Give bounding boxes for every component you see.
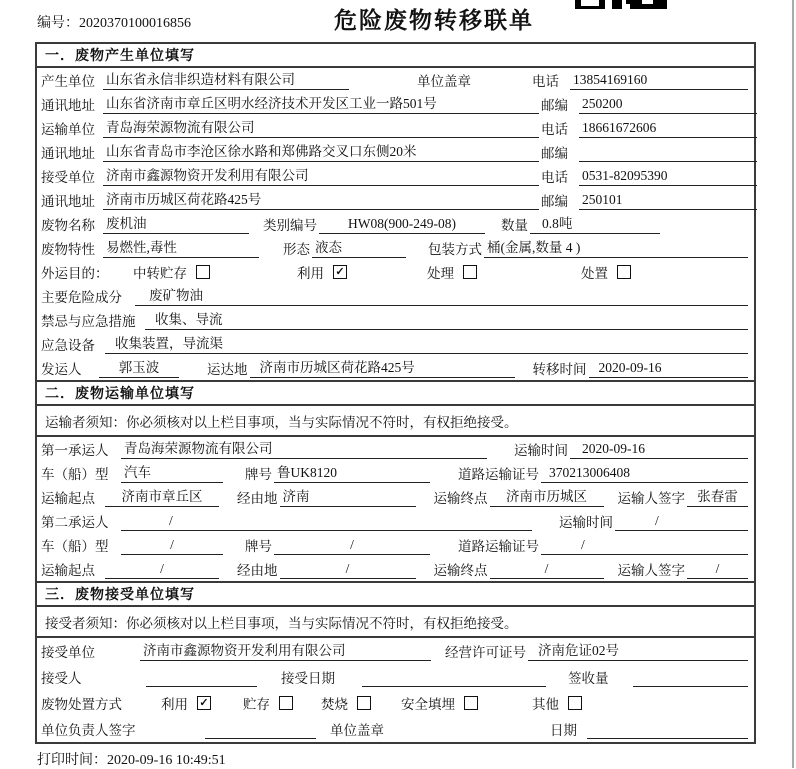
address-label: 通讯地址 xyxy=(41,146,95,161)
option-treat-label: 处理 xyxy=(427,266,454,281)
vehicle1-row xyxy=(37,461,754,485)
phone-value: 18661672606 xyxy=(579,119,757,138)
dispatcher-label: 发运人 xyxy=(41,362,82,377)
transporter-sign-value: / xyxy=(687,560,748,579)
receiver-person-row xyxy=(37,664,754,690)
transporter-label: 运输单位 xyxy=(41,122,95,137)
pack-value: 桶(金属,数量 4 ) xyxy=(484,239,748,258)
transporter-notice: 运输者须知：你必须核对以上栏目事项，当与实际情况不符时，有权拒绝接受。 xyxy=(37,406,754,437)
transport-time-label: 运输时间 xyxy=(514,443,568,458)
checkbox-utilize: ✓ xyxy=(197,696,211,710)
route-via-label: 经由地 xyxy=(237,491,278,506)
checkbox-other xyxy=(568,696,582,710)
waste-qty-label: 数量 xyxy=(501,218,528,233)
traits-value: 易燃性,毒性 xyxy=(103,239,259,258)
page-title: 危险废物转移联单 xyxy=(334,8,534,33)
option-transfer-storage-label: 中转贮存 xyxy=(133,266,187,281)
address-label: 通讯地址 xyxy=(41,98,95,113)
option-dispose-label: 处置 xyxy=(581,266,608,281)
receiving-unit-value: 济南市鑫源物资开发利用有限公司 xyxy=(140,642,431,661)
serial-label: 编号： xyxy=(37,16,79,31)
receiver-value: 济南市鑫源物资开发利用有限公司 xyxy=(103,167,539,186)
plate-value: 鲁UK8120 xyxy=(274,464,430,483)
road-license-value: 370213006408 xyxy=(541,464,748,483)
road-license-label: 道路运输证号 xyxy=(458,539,539,554)
address-value: 山东省青岛市李沧区徐水路和郑佛路交叉口东侧20米 xyxy=(103,143,539,162)
checkbox-storage xyxy=(279,696,293,710)
purpose-label: 外运目的： xyxy=(41,266,109,281)
receiver-person-value xyxy=(146,668,257,687)
disposal-method-label: 废物处置方式 xyxy=(41,697,122,712)
checkbox-transfer-storage xyxy=(196,265,210,279)
producer-value: 山东省永信非织造材料有限公司 xyxy=(103,71,349,90)
date-value xyxy=(587,720,748,739)
zip-label: 邮编 xyxy=(541,146,568,161)
plate-label: 牌号 xyxy=(245,467,272,482)
purpose-row xyxy=(37,260,754,284)
route-end-value: 济南市历城区 xyxy=(490,488,604,507)
phone-value: 0531-82095390 xyxy=(579,167,757,186)
receiver-address-row xyxy=(37,188,754,212)
unit-seal-label: 单位盖章 xyxy=(330,723,384,738)
date-label: 日期 xyxy=(550,723,577,738)
carrier1-value: 青岛海荣源物流有限公司 xyxy=(121,440,487,459)
permit-value: 济南危证02号 xyxy=(528,642,748,661)
receiver-person-label: 接受人 xyxy=(41,671,82,686)
print-time-label: 打印时间： xyxy=(37,753,107,768)
phone-label: 电话 xyxy=(541,122,568,137)
serial-value: 2020370100016856 xyxy=(79,16,191,31)
seal-label: 单位盖章 xyxy=(417,74,471,89)
dispatch-row xyxy=(37,356,754,380)
option-utilize-label: 利用 xyxy=(161,697,188,712)
hazard-label: 主要危险成分 xyxy=(41,290,122,305)
transport-time-value: / xyxy=(615,512,748,531)
transfer-time-label: 转移时间 xyxy=(532,362,587,377)
route-via-value: 济南 xyxy=(280,488,416,507)
checkbox-dispose xyxy=(617,265,631,279)
equipment-value: 收集装置，导流渠 xyxy=(105,335,748,354)
transport-time-value: 2020-09-16 xyxy=(570,440,748,459)
section3-title: 三．废物接受单位填写 xyxy=(37,581,754,607)
phone-label: 电话 xyxy=(532,74,559,89)
print-time-value: 2020-09-16 10:49:51 xyxy=(107,753,226,768)
form-value: 液态 xyxy=(312,239,406,258)
print-time xyxy=(37,749,226,769)
route-end-value: / xyxy=(490,560,604,579)
route-start-label: 运输起点 xyxy=(41,563,95,578)
zip-value xyxy=(579,143,757,162)
responsible-sign-value xyxy=(205,720,316,739)
waste-qty-value: 0.8吨 xyxy=(530,215,660,234)
option-incinerate-label: 焚烧 xyxy=(321,697,348,712)
received-qty-value xyxy=(633,668,749,687)
received-qty-label: 签收量 xyxy=(568,671,609,686)
taboo-value: 收集、导流 xyxy=(145,311,748,330)
option-other-label: 其他 xyxy=(532,697,559,712)
zip-label: 邮编 xyxy=(541,194,568,209)
zip-value: 250101 xyxy=(579,191,757,210)
phone-value: 13854169160 xyxy=(570,71,748,90)
route-start-value: / xyxy=(105,560,219,579)
waste-name-row xyxy=(37,212,754,236)
zip-label: 邮编 xyxy=(541,98,568,113)
waste-traits-row xyxy=(37,236,754,260)
producer-row xyxy=(37,68,754,92)
receiver-row xyxy=(37,164,754,188)
pack-label: 包装方式 xyxy=(428,242,482,257)
taboo-row xyxy=(37,308,754,332)
taboo-label: 禁忌与应急措施 xyxy=(41,314,136,329)
hazard-row xyxy=(37,284,754,308)
carrier2-label: 第二承运人 xyxy=(41,515,109,530)
road-license-label: 道路运输证号 xyxy=(458,467,539,482)
checkbox-utilize: ✓ xyxy=(333,265,347,279)
transporter-value: 青岛海荣源物流有限公司 xyxy=(103,119,539,138)
option-storage-label: 贮存 xyxy=(243,697,270,712)
transporter-address-row xyxy=(37,140,754,164)
route-start-label: 运输起点 xyxy=(41,491,95,506)
qr-code-fragment-icon xyxy=(575,0,667,9)
dispatcher-value: 郭玉波 xyxy=(99,359,179,378)
vehicle-type-label: 车（船）型 xyxy=(41,539,109,554)
waste-name-value: 废机油 xyxy=(103,215,249,234)
checkbox-treat xyxy=(463,265,477,279)
receiving-unit-label: 接受单位 xyxy=(41,645,95,660)
transporter-sign-label: 运输人签字 xyxy=(617,491,685,506)
option-landfill-label: 安全填埋 xyxy=(401,697,455,712)
route1-row xyxy=(37,485,754,509)
vehicle2-row xyxy=(37,533,754,557)
waste-code-value: HW08(900-249-08) xyxy=(319,215,485,234)
waste-name-label: 废物名称 xyxy=(41,218,95,233)
vehicle-type-label: 车（船）型 xyxy=(41,467,109,482)
address-value: 山东省济南市章丘区明水经济技术开发区工业一路501号 xyxy=(103,95,539,114)
producer-address-row xyxy=(37,92,754,116)
route2-row xyxy=(37,557,754,581)
page-edge-divider xyxy=(792,0,794,768)
disposal-method-row xyxy=(37,690,754,716)
vehicle-type-value: / xyxy=(121,536,223,555)
responsible-sign-label: 单位负责人签字 xyxy=(41,723,136,738)
transport-time-label: 运输时间 xyxy=(559,515,613,530)
section2-title: 二．废物运输单位填写 xyxy=(37,380,754,406)
transporter-sign-label: 运输人签字 xyxy=(617,563,685,578)
manifest-form xyxy=(35,42,756,744)
permit-label: 经营许可证号 xyxy=(445,645,526,660)
route-via-label: 经由地 xyxy=(237,563,278,578)
zip-value: 250200 xyxy=(579,95,757,114)
destination-value: 济南市历城区荷花路425号 xyxy=(250,359,515,378)
route-end-label: 运输终点 xyxy=(433,491,488,506)
transfer-time-value: 2020-09-16 xyxy=(589,359,749,378)
carrier2-row xyxy=(37,509,754,533)
checkbox-landfill xyxy=(464,696,478,710)
route-start-value: 济南市章丘区 xyxy=(105,488,219,507)
receiver-notice: 接受者须知：你必须核对以上栏目事项，当与实际情况不符时，有权拒绝接受。 xyxy=(37,607,754,638)
route-via-value: / xyxy=(280,560,416,579)
plate-label: 牌号 xyxy=(245,539,272,554)
plate-value: / xyxy=(274,536,430,555)
hazard-value: 废矿物油 xyxy=(135,287,748,306)
road-license-value: / xyxy=(541,536,748,555)
carrier2-value: / xyxy=(121,512,532,531)
carrier1-row xyxy=(37,437,754,461)
checkbox-incinerate xyxy=(357,696,371,710)
receive-date-label: 接受日期 xyxy=(281,671,335,686)
receiver-label: 接受单位 xyxy=(41,170,95,185)
traits-label: 废物特性 xyxy=(41,242,95,257)
form-label: 形态 xyxy=(283,242,310,257)
option-utilize-label: 利用 xyxy=(297,266,324,281)
address-value: 济南市历城区荷花路425号 xyxy=(103,191,539,210)
receive-date-value xyxy=(362,668,546,687)
destination-label: 运达地 xyxy=(207,362,248,377)
equipment-row xyxy=(37,332,754,356)
carrier1-label: 第一承运人 xyxy=(41,443,109,458)
producer-label: 产生单位 xyxy=(41,74,95,89)
waste-code-label: 类别编号 xyxy=(263,218,317,233)
responsible-sign-row xyxy=(37,716,754,742)
transporter-row xyxy=(37,116,754,140)
receiving-unit-row xyxy=(37,638,754,664)
vehicle-type-value: 汽车 xyxy=(121,464,223,483)
address-label: 通讯地址 xyxy=(41,194,95,209)
transporter-sign-value: 张春雷 xyxy=(687,488,748,507)
phone-label: 电话 xyxy=(541,170,568,185)
section1-title: 一．废物产生单位填写 xyxy=(37,44,754,68)
equipment-label: 应急设备 xyxy=(41,338,95,353)
route-end-label: 运输终点 xyxy=(433,563,488,578)
